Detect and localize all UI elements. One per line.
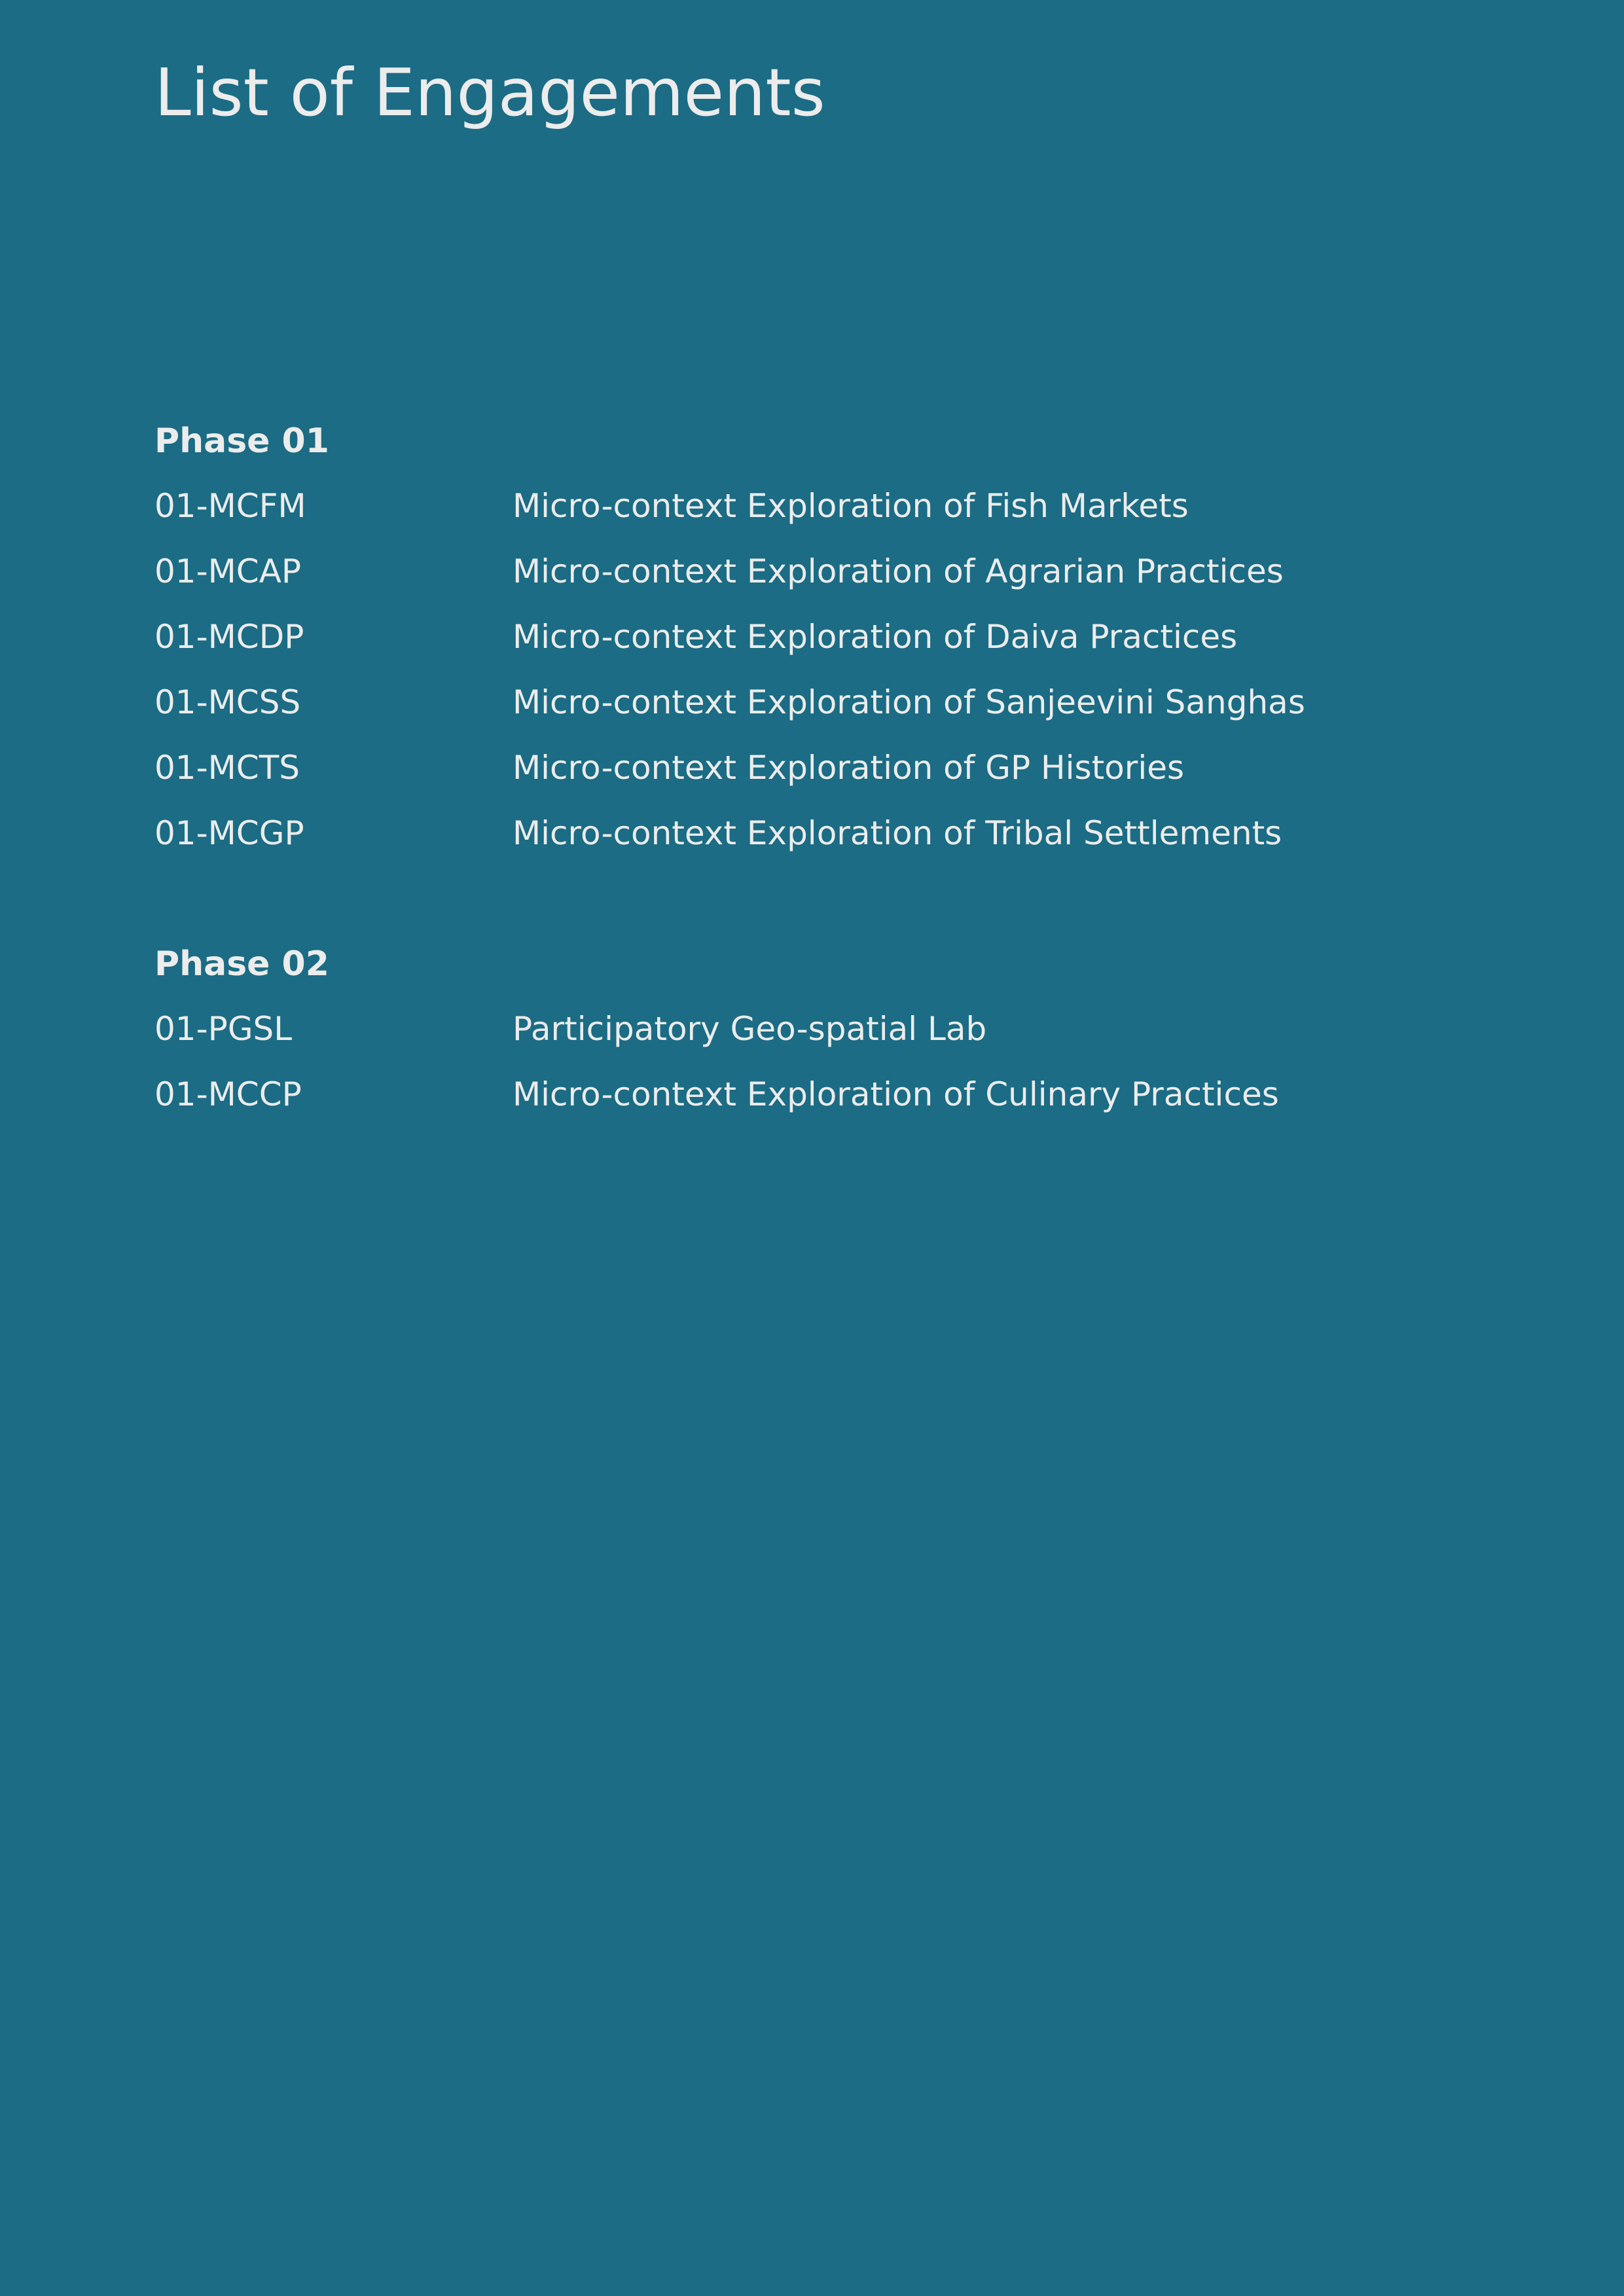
engagement-description: Micro-context Exploration of Agrarian Practices <box>513 552 1284 590</box>
phase-heading: Phase 02 <box>154 944 329 984</box>
engagement-code: 01-MCCP <box>154 1075 302 1113</box>
engagement-description: Micro-context Exploration of Fish Markets <box>513 487 1189 525</box>
engagement-code: 01-PGSL <box>154 1010 293 1048</box>
engagement-description: Micro-context Exploration of Daiva Practices <box>513 618 1238 656</box>
phase-section-01 <box>154 422 1305 852</box>
engagement-code: 01-MCFM <box>154 487 306 525</box>
phase-section-02 <box>154 944 1279 1113</box>
engagement-code: 01-MCGP <box>154 814 304 852</box>
engagement-code: 01-MCSS <box>154 683 301 721</box>
engagement-code: 01-MCTS <box>154 749 300 787</box>
engagement-code: 01-MCDP <box>154 618 304 656</box>
page-title: List of Engagements <box>154 54 825 131</box>
engagement-code: 01-MCAP <box>154 552 302 590</box>
engagement-description: Micro-context Exploration of GP Histories <box>513 749 1185 787</box>
engagement-description: Micro-context Exploration of Culinary Practices <box>513 1075 1279 1113</box>
engagement-description: Micro-context Exploration of Sanjeevini Sanghas <box>513 683 1305 721</box>
phase-heading: Phase 01 <box>154 422 329 461</box>
engagement-description: Micro-context Exploration of Tribal Settlements <box>513 814 1282 852</box>
engagement-description: Participatory Geo-spatial Lab <box>513 1010 987 1048</box>
